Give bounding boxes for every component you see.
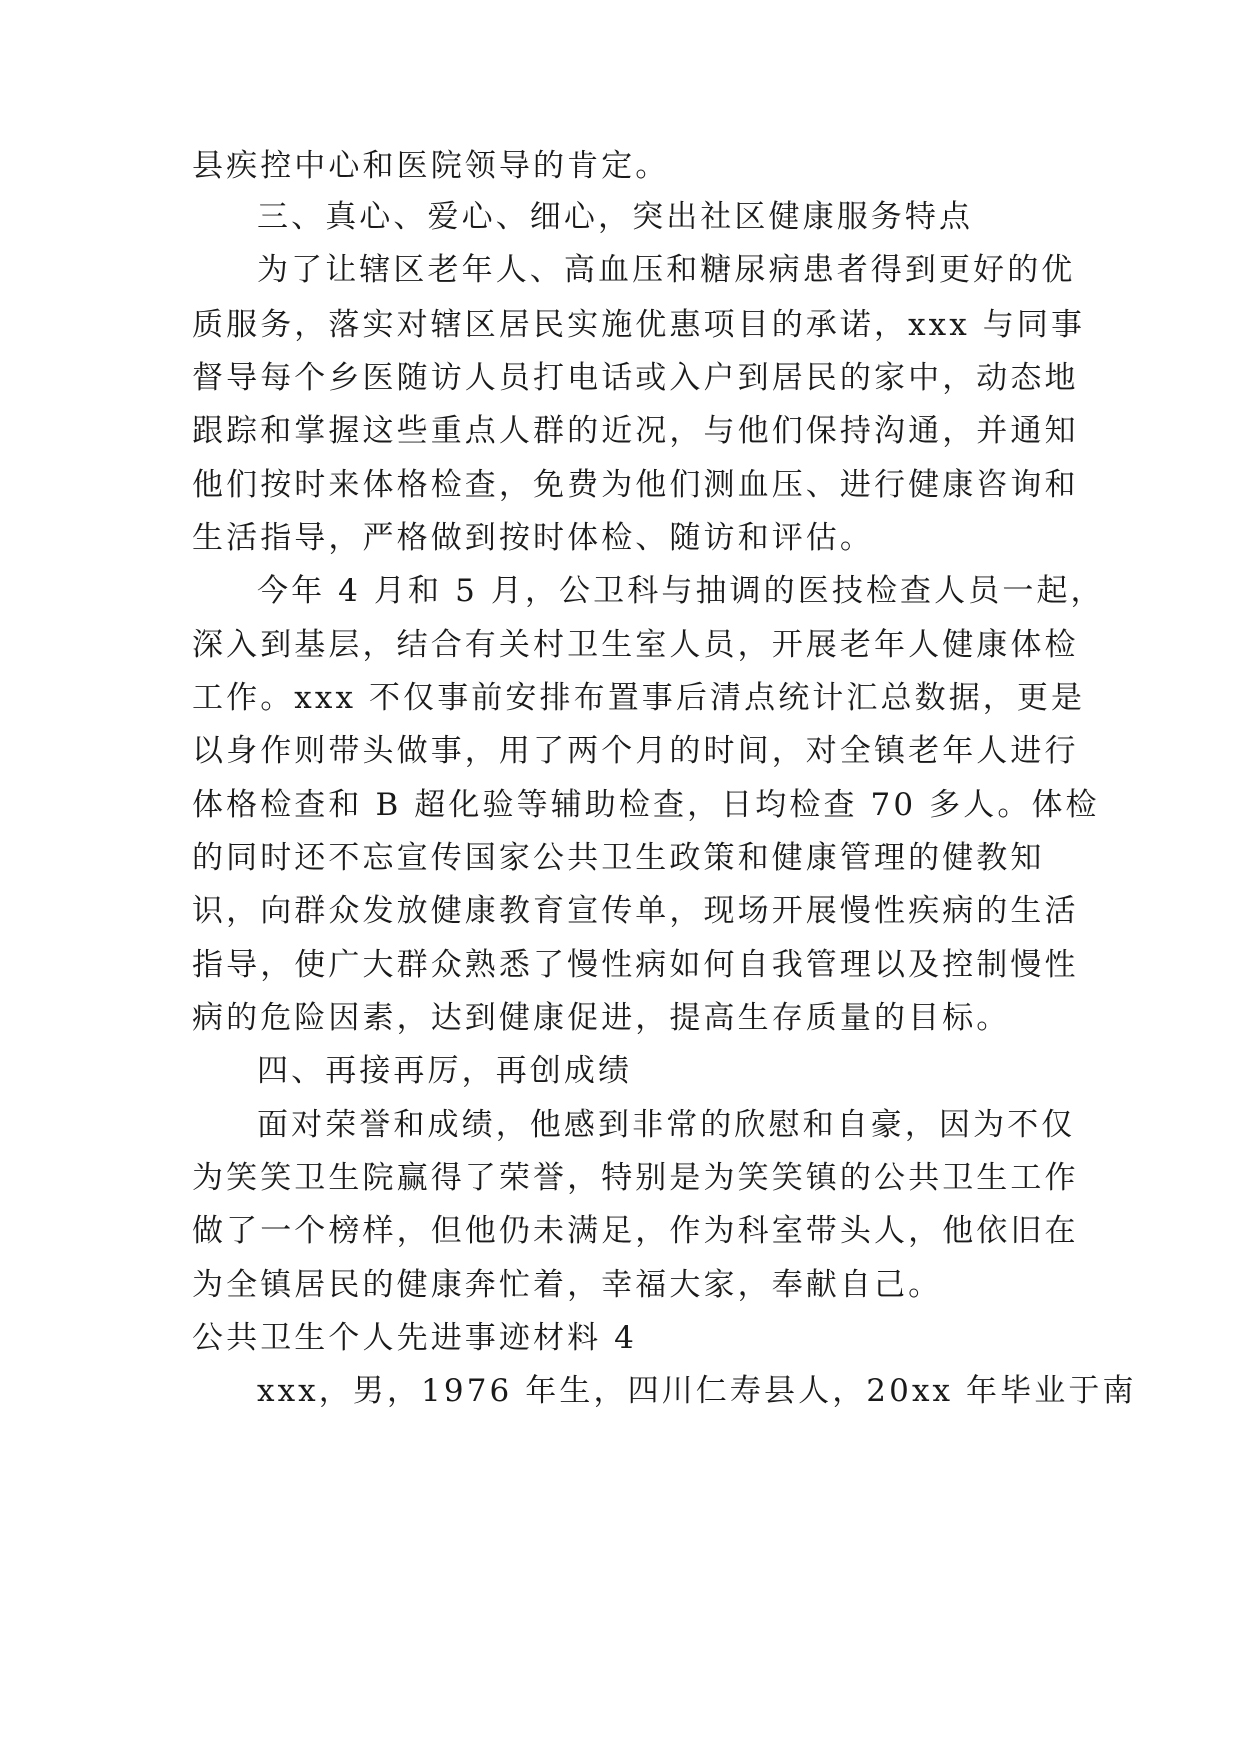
text-line: 病的危险因素，达到健康促进，提高生存质量的目标。	[192, 1000, 1011, 1036]
section-heading: 三、真心、爱心、细心，突出社区健康服务特点	[257, 199, 974, 235]
text-line: xxx，男，1976 年生，四川仁寿县人，20xx 年毕业于南	[257, 1373, 1137, 1409]
text-line: 督导每个乡医随访人员打电话或入户到居民的家中，动态地	[192, 360, 1079, 396]
document-title: 公共卫生个人先进事迹材料 4	[192, 1320, 637, 1356]
text-line: 今年 4 月和 5 月，公卫科与抽调的医技检查人员一起，	[257, 573, 1105, 609]
text-line: 工作。xxx 不仅事前安排布置事后清点统计汇总数据，更是	[192, 680, 1086, 716]
text-line: 为全镇居民的健康奔忙着，幸福大家，奉献自己。	[192, 1267, 943, 1303]
text-line: 的同时还不忘宣传国家公共卫生政策和健康管理的健教知	[192, 840, 1045, 876]
text-line: 他们按时来体格检查，免费为他们测血压、进行健康咨询和	[192, 467, 1079, 503]
text-line: 面对荣誉和成绩，他感到非常的欣慰和自豪，因为不仅	[257, 1107, 1076, 1143]
text-line: 县疾控中心和医院领导的肯定。	[192, 148, 670, 184]
text-line: 为了让辖区老年人、高血压和糖尿病患者得到更好的优	[257, 252, 1076, 288]
text-line: 生活指导，严格做到按时体检、随访和评估。	[192, 520, 874, 556]
text-line: 以身作则带头做事，用了两个月的时间，对全镇老年人进行	[192, 733, 1079, 769]
text-line: 质服务，落实对辖区居民实施优惠项目的承诺，xxx 与同事	[192, 307, 1086, 343]
text-line: 深入到基层，结合有关村卫生室人员，开展老年人健康体检	[192, 627, 1079, 663]
section-heading: 四、再接再厉，再创成绩	[257, 1053, 633, 1089]
text-line: 体格检查和 B 超化验等辅助检查，日均检查 70 多人。体检	[192, 787, 1100, 823]
text-line: 跟踪和掌握这些重点人群的近况，与他们保持沟通，并通知	[192, 413, 1079, 449]
text-line: 指导，使广大群众熟悉了慢性病如何自我管理以及控制慢性	[192, 947, 1079, 983]
text-line: 识，向群众发放健康教育宣传单，现场开展慢性疾病的生活	[192, 893, 1079, 929]
text-line: 为笑笑卫生院赢得了荣誉，特别是为笑笑镇的公共卫生工作	[192, 1160, 1079, 1196]
text-line: 做了一个榜样，但他仍未满足，作为科室带头人，他依旧在	[192, 1213, 1079, 1249]
